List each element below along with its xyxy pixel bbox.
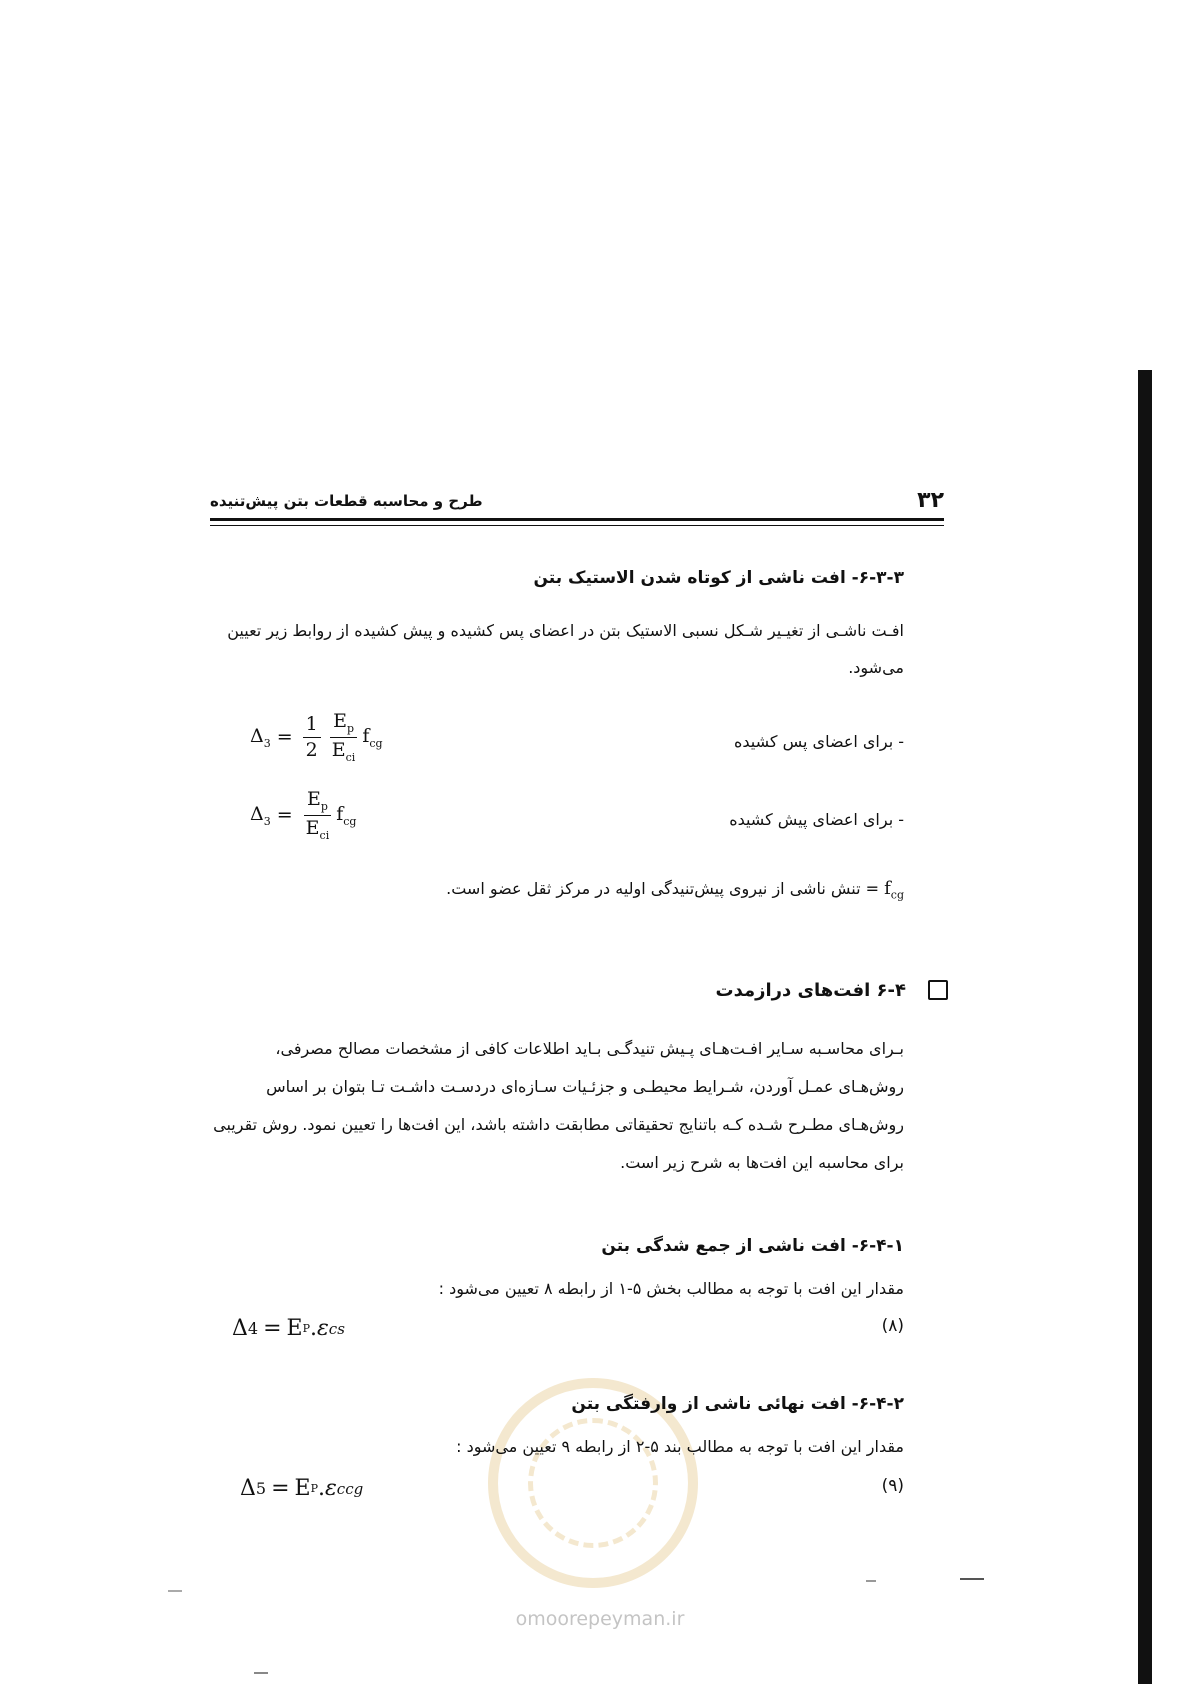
scan-edge-bar	[1138, 370, 1152, 1684]
running-title: طرح و محاسبه قطعات بتن پیش‌تنیده	[210, 492, 483, 510]
formula-fcg: $f_{cg}$	[336, 802, 357, 828]
section-heading-6-3-3: ۶-۳-۳- افت ناشی از کوتاه شدن الاستیک بتن	[533, 568, 904, 588]
formula-delta3-pre-tensioned: $\Delta_3$ = $\frac{E_p}{E_{ci}}$ $f_{cg}$	[250, 788, 357, 842]
label-pre-tensioned: - برای اعضای پیش کشیده	[729, 810, 904, 829]
equation-number-8: (۸)	[881, 1316, 904, 1336]
scan-speck	[866, 1580, 876, 1582]
fraction-one-half: $\frac{1}{2}$	[303, 715, 321, 760]
paragraph-long-term-losses: بـرای محاسـبه سـایر افـت‌هـای پـیش تنیدگـی بـاید اطلاعات کافی از مشخصات مصالح مصرفی، روش‌هـای عمـل آوردن، شـرایط محیطـی و جزئـیات سـازه‌ای دردسـت داشـت تـا بتوان بر اساس روش‌هـای مطـرح شـده کـه باتنایج تحقیقاتی مطابقت داشته باشد، این افت‌ها را تعیین نمود. روش تقریبی برای محاسبه این افت‌ها به شرح زیر است.	[213, 1039, 904, 1172]
paragraph-elastic-shortening: افـت ناشـی از تغیـیر شـکل نسبی الاستیک بتن در اعضای پس کشیده و پیش کشیده از روابط زیر تعیین می‌شود.	[227, 621, 904, 677]
section-marker-box	[928, 980, 948, 1000]
formula-delta4: Δ 4 = E P . ε cs	[232, 1316, 345, 1341]
formula-delta5: Δ 5 = E P . ε ccg	[240, 1476, 364, 1501]
definition-fcg: $f_{cg}$ = تنش ناشی از نیروی پیش‌تنیدگی اولیه در مرکز ثقل عضو است.	[446, 878, 904, 902]
equation-number-9: (۹)	[881, 1476, 904, 1496]
section-heading-6-4: ۶-۴ افت‌های درازمدت	[715, 980, 906, 1001]
scan-speck	[960, 1578, 984, 1580]
header-rule-thin	[210, 525, 944, 526]
page-number: ۳۲	[917, 488, 944, 513]
fraction-ep-eci: $\frac{E_p}{E_{ci}}$	[305, 788, 330, 842]
scan-speck	[168, 1590, 182, 1592]
formula-delta3-post-tensioned: $\Delta_3$ = $\frac{1}{2}$ $\frac{E_p}{E_{ci}}$ $f_{cg}$	[250, 710, 383, 764]
watermark-url: omoorepeyman.ir	[515, 1608, 685, 1630]
paragraph-shrinkage: مقدار این افت با توجه به مطالب بخش ۵-۱ از رابطه ۸ تعیین می‌شود :	[438, 1279, 904, 1298]
label-post-tensioned: - برای اعضای پس کشیده	[734, 732, 904, 751]
header-rule-thick	[210, 518, 944, 521]
fraction-ep-eci: $\frac{E_p}{E_{ci}}$	[331, 710, 356, 764]
section-heading-6-4-1: ۶-۴-۱- افت ناشی از جمع شدگی بتن	[601, 1236, 904, 1256]
formula-lhs: $\Delta_3$	[250, 802, 271, 828]
symbol-fcg: $f_{cg}$	[884, 878, 904, 902]
paragraph-creep: مقدار این افت با توجه به مطالب بند ۵-۲ از رابطه ۹ تعیین می‌شود :	[456, 1437, 904, 1456]
section-heading-6-4-2: ۶-۴-۲- افت نهائی ناشی از وارفتگی بتن	[571, 1394, 904, 1414]
scan-speck	[254, 1672, 268, 1674]
formula-lhs: $\Delta_3$	[250, 724, 271, 750]
formula-fcg: $f_{cg}$	[362, 724, 383, 750]
